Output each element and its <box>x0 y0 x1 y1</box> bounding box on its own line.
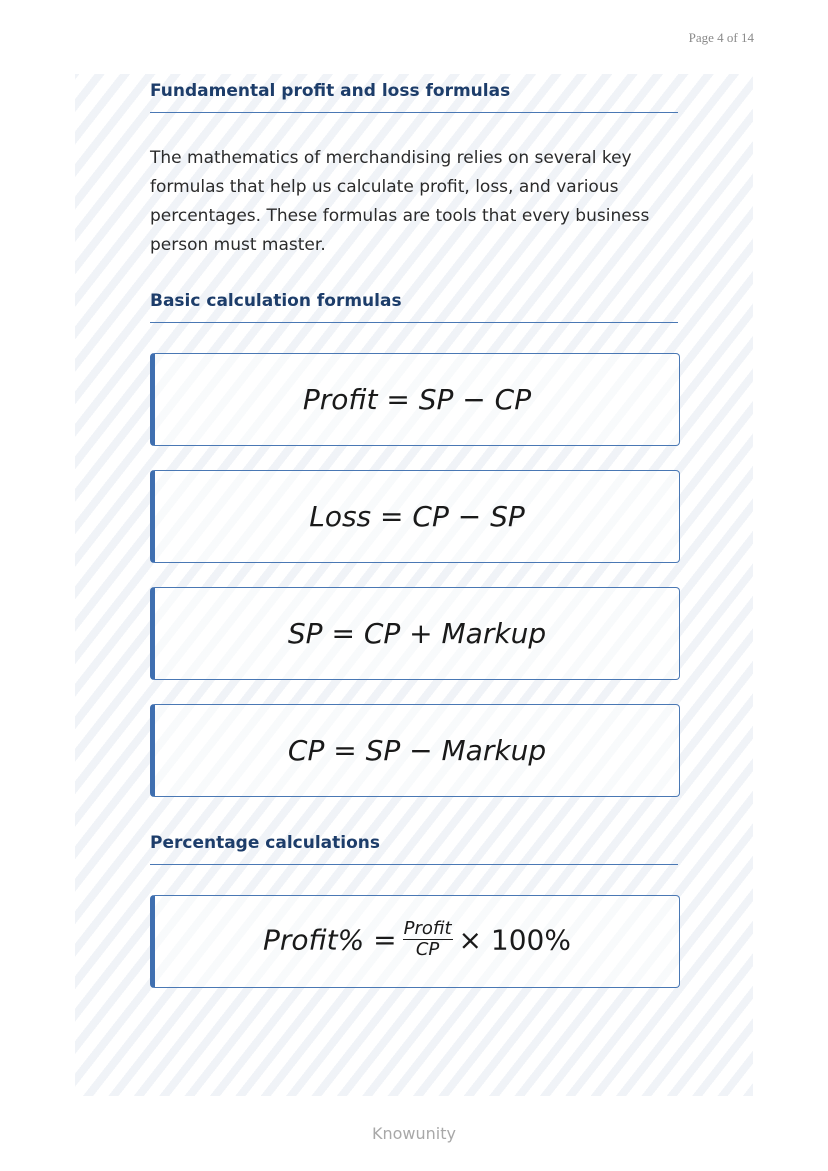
formula-loss: Loss = CP − SP <box>309 500 525 533</box>
intro-paragraph: The mathematics of merchandising relies on several key formulas that help us calculate profit, loss, and various percentages. These formulas are tools that every business person must master. <box>150 148 650 255</box>
formula-box-loss <box>150 470 680 563</box>
heading-fundamental: Fundamental profit and loss formulas <box>150 81 678 113</box>
section-percentage <box>150 833 678 865</box>
formula-lhs: Profit% = <box>263 923 397 957</box>
formula-box-profit-percent <box>150 895 680 988</box>
page-content <box>75 74 753 1096</box>
heading-percentage: Percentage calculations <box>150 833 678 865</box>
page-number: Page 4 of 14 <box>688 30 754 45</box>
intro-paragraph-block <box>150 144 678 260</box>
formula-box-profit <box>150 353 680 446</box>
formula-profit-percent <box>263 918 571 962</box>
formula-box-cp <box>150 704 680 797</box>
fraction-denominator: CP <box>415 939 440 960</box>
formula-profit: Profit = SP − CP <box>302 383 532 416</box>
section-basic <box>150 291 678 323</box>
formula-rhs: × 100% <box>458 923 571 957</box>
fraction <box>403 919 453 960</box>
formula-sp: SP = CP + Markup <box>287 617 547 650</box>
formula-box-sp <box>150 587 680 680</box>
formula-cp: CP = SP − Markup <box>287 734 547 767</box>
fraction-numerator: Profit <box>403 918 452 939</box>
footer-brand: Knowunity <box>372 1124 456 1143</box>
section-fundamental <box>150 81 678 113</box>
heading-basic: Basic calculation formulas <box>150 291 678 323</box>
